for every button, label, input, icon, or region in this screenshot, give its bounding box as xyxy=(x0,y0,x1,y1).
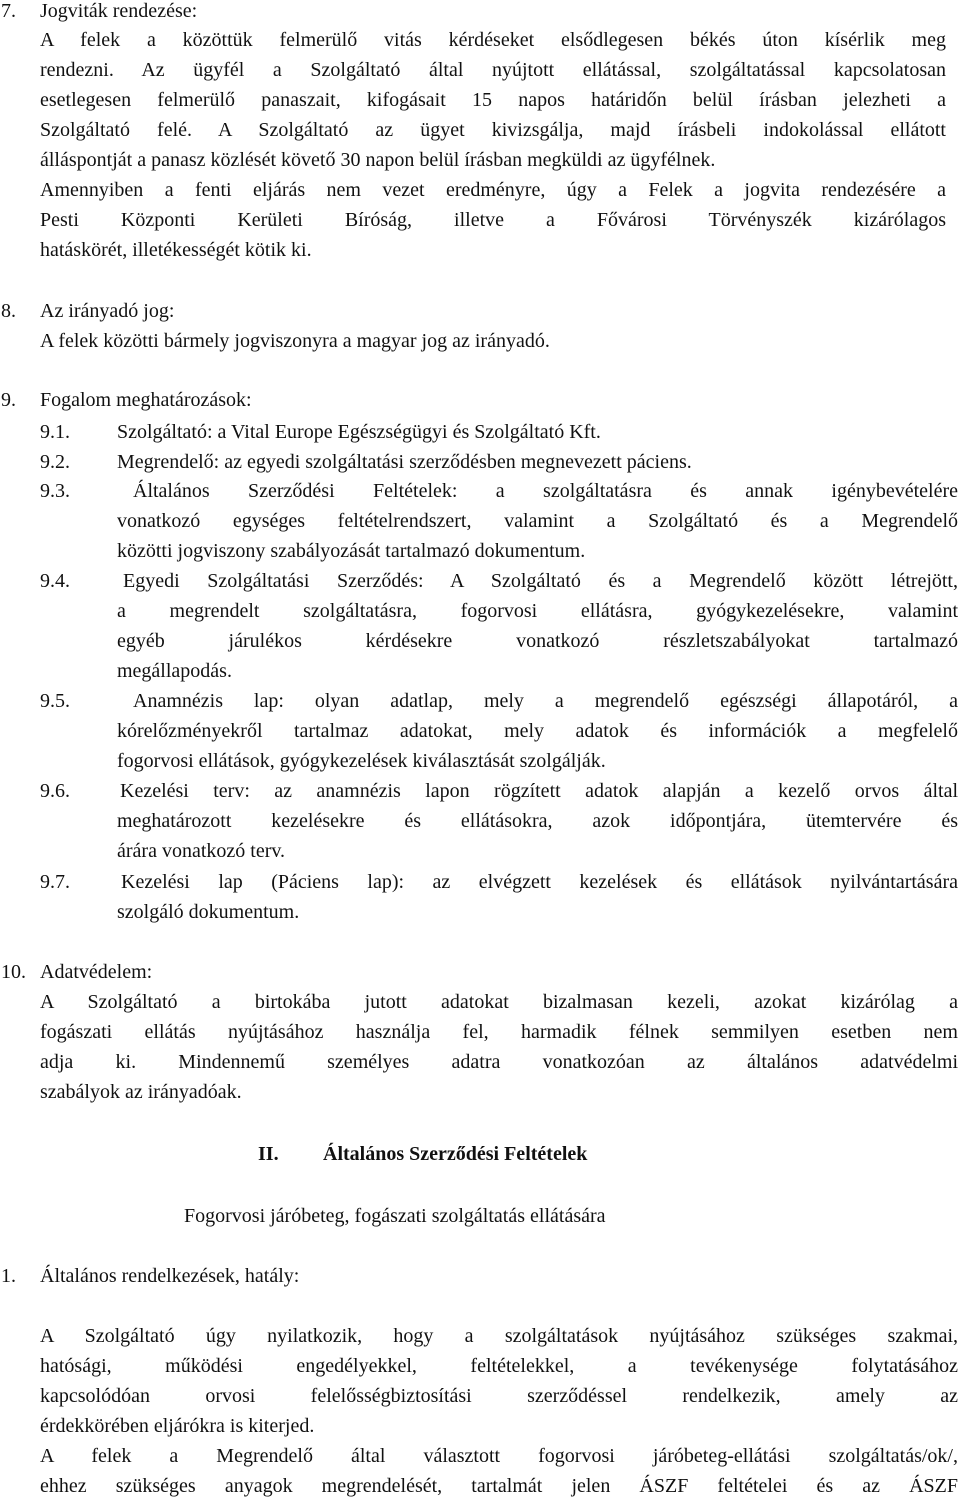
part-subtitle: Fogorvosi járóbeteg, fogászati szolgáltatás ellátására xyxy=(184,1205,606,1227)
paragraph-line: hatósági, működési engedélyekkel, feltételekkel, a tevékenysége folytatásához xyxy=(40,1355,958,1377)
definition-line: Kezelési terv: az anamnézis lapon rögzített adatok alapján a kezelő orvos által xyxy=(120,780,958,802)
definition-number: 9.3. xyxy=(40,480,70,502)
paragraph-line: adja ki. Mindennemű személyes adatra vonatkozóan az általános adatvédelmi xyxy=(40,1051,958,1073)
definition-number: 9.7. xyxy=(40,871,70,893)
section-number: 8. xyxy=(1,300,16,322)
section-number: 9. xyxy=(1,389,16,411)
definition-number: 9.2. xyxy=(40,451,70,473)
definition-line: Egyedi Szolgáltatási Szerződés: A Szolgáltató és a Megrendelő között létrejött, xyxy=(123,570,958,592)
definition-line: fogorvosi ellátások, gyógykezelések kiválasztását szolgálják. xyxy=(117,750,606,772)
paragraph-line: fogászati ellátás nyújtásához használja fel, harmadik félnek semmilyen esetben nem xyxy=(40,1021,958,1043)
definition-line: árára vonatkozó terv. xyxy=(117,840,286,862)
definition-line: Kezelési lap (Páciens lap): az elvégzett kezelések és ellátások nyilvántartására xyxy=(121,871,958,893)
paragraph-line: érdekkörében eljárókra is kiterjed. xyxy=(40,1415,315,1437)
section-number: 10. xyxy=(1,961,26,983)
section-title: Az irányadó jog: xyxy=(40,300,175,322)
definition-line: meghatározott kezelésekre és ellátásokra, azok időpontjára, ütemtervére és xyxy=(117,810,958,832)
section-title: Általános rendelkezések, hatály: xyxy=(40,1265,300,1287)
section-number: 1. xyxy=(1,1265,16,1287)
definition-number: 9.6. xyxy=(40,780,70,802)
section-title: Adatvédelem: xyxy=(40,961,153,983)
definition-line: Szolgáltató: a Vital Europe Egészségügyi és Szolgáltató Kft. xyxy=(117,421,601,443)
definition-line: a megrendelt szolgáltatásra, fogorvosi ellátásra, gyógykezelésekre, valamint xyxy=(117,600,958,622)
paragraph-line: szabályok az irányadóak. xyxy=(40,1081,242,1103)
definition-line: Megrendelő: az egyedi szolgáltatási szerződésben megnevezett páciens. xyxy=(117,451,692,473)
definition-number: 9.5. xyxy=(40,690,70,712)
section-number: 7. xyxy=(1,0,16,22)
paragraph-line: hatáskörét, illetékességét kötik ki. xyxy=(40,239,312,261)
definition-line: megállapodás. xyxy=(117,660,232,682)
paragraph-line: Pesti Központi Kerületi Bíróság, illetve a Fővárosi Törvényszék kizárólagos xyxy=(40,209,946,231)
definition-line: közötti jogviszony szabályozását tartalmazó dokumentum. xyxy=(117,540,586,562)
definition-line: szolgáló dokumentum. xyxy=(117,901,300,923)
definition-number: 9.1. xyxy=(40,421,70,443)
paragraph-line: esetlegesen felmerülő panaszait, kifogásait 15 napos határidőn belül írásban jelezheti a xyxy=(40,89,946,111)
definition-line: egyéb járulékos kérdésekre vonatkozó részletszabályokat tartalmazó xyxy=(117,630,958,652)
paragraph-line: A Szolgáltató úgy nyilatkozik, hogy a szolgáltatások nyújtásához szükséges szakmai, xyxy=(40,1325,958,1347)
paragraph-line: A Szolgáltató a birtokába jutott adatokat bizalmasan kezeli, azokat kizárólag a xyxy=(40,991,958,1013)
paragraph-line: A felek közötti bármely jogviszonyra a magyar jog az irányadó. xyxy=(40,330,550,352)
section-title: Fogalom meghatározások: xyxy=(40,389,252,411)
definition-line: kórelőzményekről tartalmaz adatokat, mely adatok és információk a megfelelő xyxy=(117,720,958,742)
paragraph-line: ehhez szükséges anyagok megrendelését, tartalmát jelen ÁSZF feltételei és az ÁSZF xyxy=(40,1475,958,1497)
paragraph-line: A felek a Megrendelő által választott fogorvosi járóbeteg-ellátási szolgáltatás/ok/, xyxy=(40,1445,958,1467)
definition-line: Anamnézis lap: olyan adatlap, mely a megrendelő egészségi állapotáról, a xyxy=(133,690,958,712)
definition-line: vonatkozó egységes feltételrendszert, valamint a Szolgáltató és a Megrendelő xyxy=(117,510,958,532)
section-title: Jogviták rendezése: xyxy=(40,0,198,22)
paragraph-line: álláspontját a panasz közlését követő 30 napon belül írásban megküldi az ügyfélnek. xyxy=(40,149,716,171)
paragraph-line: Amennyiben a fenti eljárás nem vezet eredményre, úgy a Felek a jogvita rendezésére a xyxy=(40,179,946,201)
paragraph-line: Szolgáltató felé. A Szolgáltató az ügyet kivizsgálja, majd írásbeli indokolással ellátott xyxy=(40,119,946,141)
paragraph-line: rendezni. Az ügyfél a Szolgáltató által nyújtott ellátással, szolgáltatással kapcsolatosan xyxy=(40,59,946,81)
paragraph-line: A felek a közöttük felmerülő vitás kérdéseket elsődlegesen békés úton kísérlik meg xyxy=(40,29,946,51)
part-title: Általános Szerződési Feltételek xyxy=(323,1143,588,1165)
paragraph-line: kapcsolódóan orvosi felelősségbiztosítási szerződéssel rendelkezik, amely az xyxy=(40,1385,958,1407)
definition-line: Általános Szerződési Feltételek: a szolgáltatásra és annak igénybevételére xyxy=(133,480,958,502)
part-roman-numeral: II. xyxy=(258,1143,279,1165)
definition-number: 9.4. xyxy=(40,570,70,592)
